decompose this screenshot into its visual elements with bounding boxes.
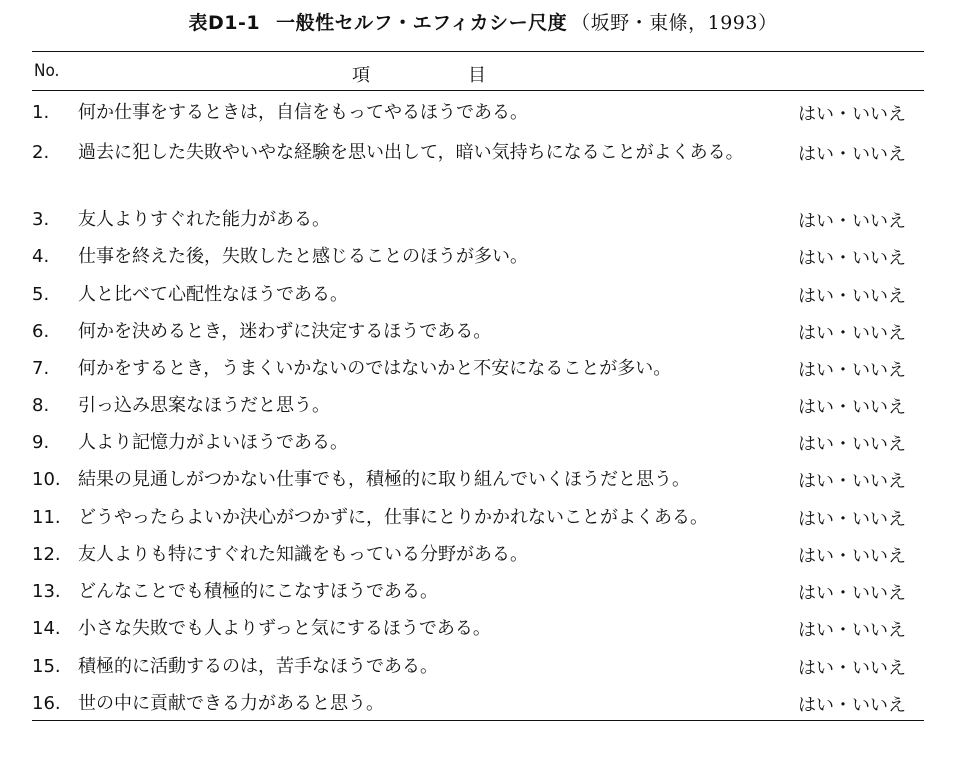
- table-row: [0, 205, 966, 239]
- answer-choices: はい・いいえ: [798, 695, 906, 716]
- item-number: 7.: [32, 358, 50, 379]
- answer-choices: はい・いいえ: [798, 104, 906, 125]
- answer-choices: はい・いいえ: [798, 509, 906, 530]
- table-row: [0, 391, 966, 425]
- table-row: [0, 428, 966, 462]
- item-text: 小さな失敗でも人よりずっと気にするほうである。: [78, 618, 491, 639]
- answer-choices: はい・いいえ: [798, 546, 906, 567]
- table-row: [0, 503, 966, 537]
- answer-choices: はい・いいえ: [798, 434, 906, 455]
- item-text: 結果の見通しがつかない仕事でも，積極的に取り組んでいくほうだと思う。: [78, 469, 690, 490]
- item-number: 2.: [32, 142, 50, 163]
- table-row: [0, 465, 966, 499]
- item-text: 世の中に貢献できる力があると思う。: [78, 693, 384, 714]
- table-source: （坂野・東條，1993）: [571, 12, 778, 34]
- item-text: 何か仕事をするときは，自信をもってやるほうである。: [78, 102, 528, 123]
- item-number: 15.: [32, 656, 61, 677]
- item-number: 14.: [32, 618, 61, 639]
- table-row: [0, 689, 966, 723]
- table-row: [0, 577, 966, 611]
- answer-choices: はい・いいえ: [798, 144, 906, 165]
- item-number: 12.: [32, 544, 61, 565]
- item-text: 引っ込み思案なほうだと思う。: [78, 395, 330, 416]
- item-number: 4.: [32, 246, 50, 267]
- item-number: 8.: [32, 395, 50, 416]
- table-row: [0, 614, 966, 648]
- answer-choices: はい・いいえ: [798, 658, 906, 679]
- table-label: 表D1-1: [188, 12, 261, 34]
- answer-choices: はい・いいえ: [798, 211, 906, 232]
- table-row: [0, 354, 966, 388]
- item-text: 友人よりすぐれた能力がある。: [78, 209, 330, 230]
- table-row: [0, 317, 966, 351]
- item-number: 10.: [32, 469, 61, 490]
- item-number: 11.: [32, 507, 61, 528]
- table-row: [0, 98, 966, 132]
- item-text: 過去に犯した失敗やいやな経験を思い出して，暗い気持ちになることがよくある。: [78, 142, 744, 163]
- bottom-rule: [32, 720, 924, 721]
- item-number: 5.: [32, 284, 50, 305]
- answer-choices: はい・いいえ: [798, 620, 906, 641]
- item-number: 16.: [32, 693, 61, 714]
- answer-choices: はい・いいえ: [798, 248, 906, 269]
- table-row: [0, 652, 966, 686]
- table-title-text: 一般性セルフ・エフィカシー尺度: [276, 12, 568, 34]
- item-number: 9.: [32, 432, 50, 453]
- item-number: 6.: [32, 321, 50, 342]
- answer-choices: はい・いいえ: [798, 397, 906, 418]
- item-text: 何かをするとき，うまくいかないのではないかと不安になることが多い。: [78, 358, 672, 379]
- item-number: 1.: [32, 102, 50, 123]
- item-number: 13.: [32, 581, 61, 602]
- item-text: どんなことでも積極的にこなすほうである。: [78, 581, 438, 602]
- table-row: [0, 540, 966, 574]
- answer-choices: はい・いいえ: [798, 583, 906, 604]
- item-text: 人より記憶力がよいほうである。: [78, 432, 348, 453]
- table-row: [0, 138, 966, 202]
- answer-choices: はい・いいえ: [798, 360, 906, 381]
- header-item: 項目: [352, 65, 584, 86]
- item-text: 友人よりも特にすぐれた知識をもっている分野がある。: [78, 544, 528, 565]
- item-number: 3.: [32, 209, 50, 230]
- table-row: [0, 280, 966, 314]
- answer-choices: はい・いいえ: [798, 323, 906, 344]
- item-text: どうやったらよいか決心がつかずに，仕事にとりかかれないことがよくある。: [78, 507, 708, 528]
- item-text: 人と比べて心配性なほうである。: [78, 284, 348, 305]
- table-row: [0, 242, 966, 276]
- answer-choices: はい・いいえ: [798, 286, 906, 307]
- item-text: 積極的に活動するのは，苦手なほうである。: [78, 656, 438, 677]
- answer-choices: はい・いいえ: [798, 471, 906, 492]
- item-text: 何かを決めるとき，迷わずに決定するほうである。: [78, 321, 492, 342]
- item-text: 仕事を終えた後，失敗したと感じることのほうが多い。: [78, 246, 528, 267]
- header-no: No.: [34, 61, 60, 81]
